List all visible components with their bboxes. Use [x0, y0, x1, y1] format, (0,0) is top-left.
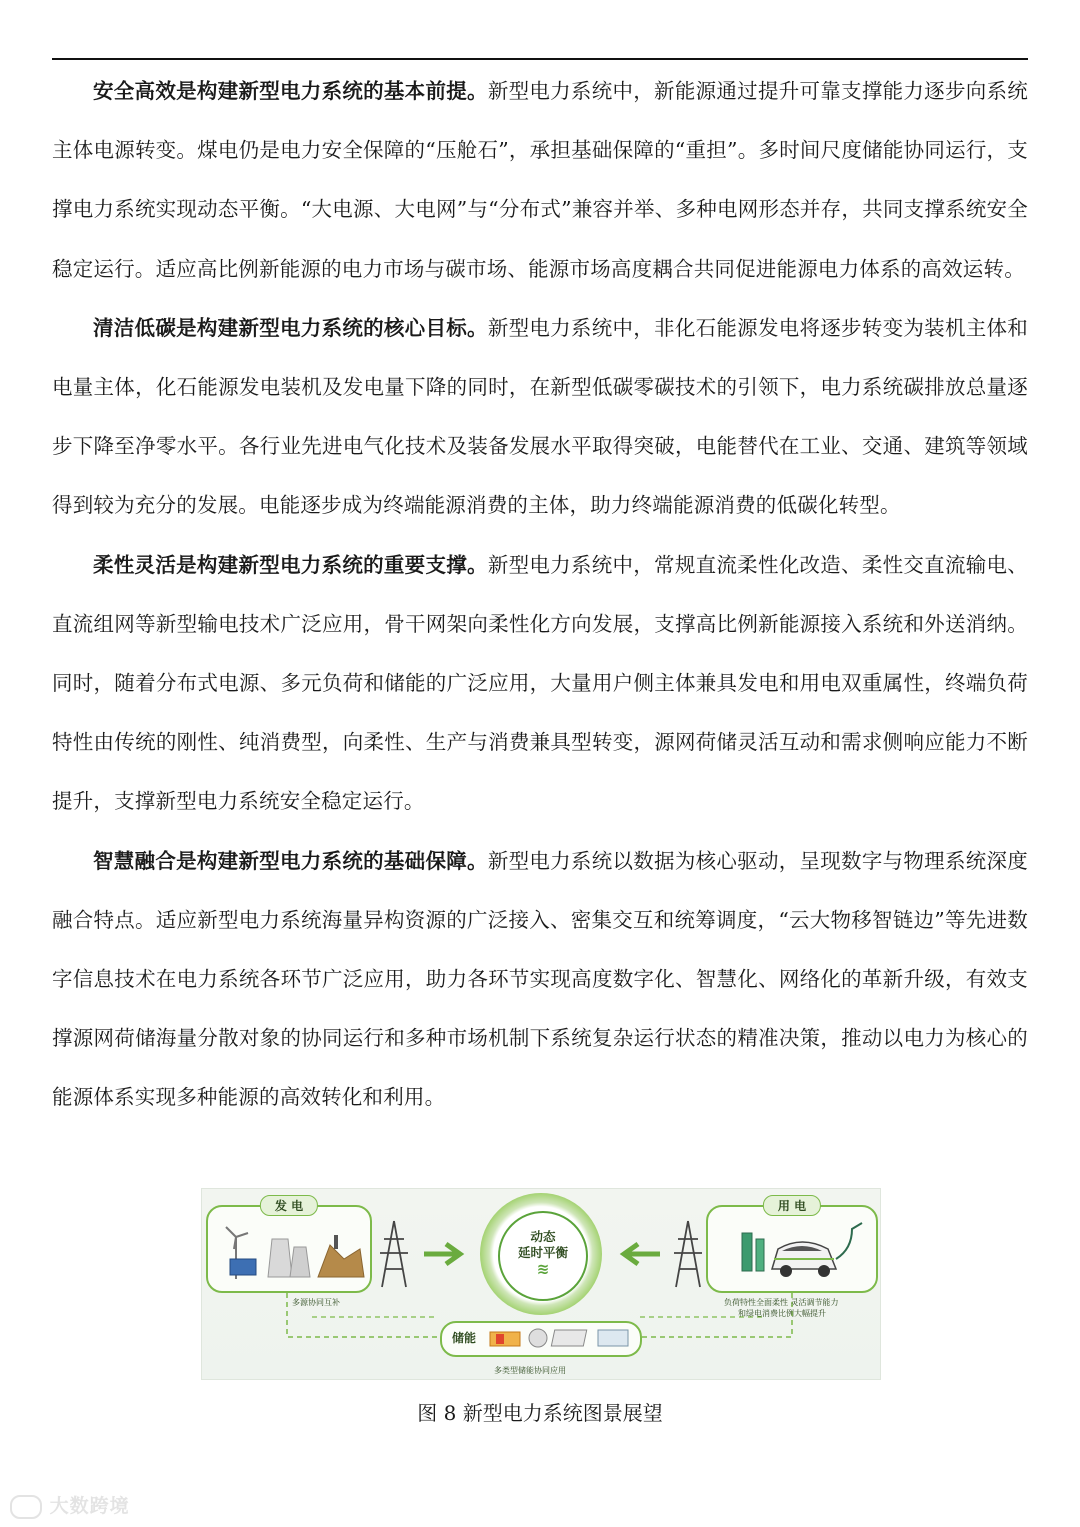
coal-plant-icon [318, 1235, 364, 1277]
tank-icon [598, 1330, 628, 1346]
ev-charging-icons [712, 1219, 872, 1289]
balance-core [498, 1211, 588, 1301]
generation-label: 发 电 [260, 1195, 318, 1216]
storage-device-icons [486, 1324, 636, 1352]
center-line-2: 延时平衡 [517, 1245, 568, 1260]
storage-label: 储能 [452, 1331, 477, 1345]
paragraph-low-carbon [52, 299, 1028, 536]
power-plant-icons [210, 1219, 370, 1289]
battery-icon [490, 1332, 520, 1346]
header-rule [52, 58, 1028, 60]
watermark-text: 大数跨境 [49, 1495, 130, 1517]
container-icon [551, 1330, 586, 1346]
electric-car-icon [772, 1242, 836, 1277]
paragraph-flexibility [52, 536, 1028, 832]
power-system-figure [201, 1188, 881, 1380]
watermark-logo-icon [10, 1495, 42, 1519]
paragraph-lead: 智慧融合是构建新型电力系统的基础保障。 [93, 848, 488, 873]
arrow-left-icon [612, 1239, 662, 1269]
generation-caption: 多源协同互补 [292, 1298, 340, 1307]
paragraph-lead: 柔性灵活是构建新型电力系统的重要支撑。 [93, 552, 488, 577]
charger-icon [742, 1233, 752, 1271]
consumption-panel [706, 1199, 878, 1293]
paragraph-lead: 清洁低碳是构建新型电力系统的核心目标。 [93, 315, 488, 340]
charging-cable-icon [836, 1223, 862, 1259]
paragraph-text: 新型电力系统中，常规直流柔性化改造、柔性交直流输电、直流组网等新型输电技术广泛应用，骨干网架向柔性化方向发展，支撑高比例新能源接入系统和外送消纳。同时，随着分布式电源、多元负荷和储能的广泛应用，大量用户侧主体兼具发电和用电双重属性，终端负荷特性由传统的刚性、纯消费型，向柔性、生产与消费兼具型转变，源网荷储灵活互动和需求侧响应能力不断提升，支撑新型电力系统安全稳定运行。 [52, 552, 1028, 814]
storage-caption: 多类型储能协同应用 [494, 1366, 566, 1375]
paragraph-text: 新型电力系统中，新能源通过提升可靠支撑能力逐步向系统主体电源转变。煤电仍是电力安全保障的“压舱石”，承担基础保障的“重担”。多时间尺度储能协同运行，支撑电力系统实现动态平衡。“大电源、大电网”与“分布式”兼容并举、多种电网形态并存，共同支撑系统安全稳定运行。适应高比例新能源的电力市场与碳市场、能源市场高度耦合共同促进能源电力体系的高效运转。 [52, 79, 1028, 281]
consumption-caption-1: 负荷特性全面柔性 灵活调节能力 [724, 1298, 839, 1307]
paragraph-lead: 安全高效是构建新型电力系统的基本前提。 [93, 79, 488, 103]
transmission-tower-right-icon [668, 1219, 708, 1289]
transmission-tower-left-icon [374, 1219, 414, 1289]
storage-panel [440, 1321, 642, 1357]
generation-panel [206, 1199, 372, 1293]
paragraph-smart [52, 832, 1028, 1128]
cooling-tower-icon [268, 1239, 310, 1277]
center-line-1: 动态 [530, 1229, 556, 1244]
consumption-caption-2: 和绿电消费比例大幅提升 [738, 1309, 826, 1318]
wave-icon: ≋ [536, 1260, 550, 1278]
article-body [52, 62, 1028, 1128]
paragraph-text: 新型电力系统中，非化石能源发电将逐步转变为装机主体和电量主体，化石能源发电装机及发电量下降的同时，在新型低碳零碳技术的引领下，电力系统碳排放总量逐步下降至净零水平。各行业先进电气化技术及装备发展水平取得突破，电能替代在工业、交通、建筑等领域得到较为充分的发展。电能逐步成为终端能源消费的主体，助力终端能源消费的低碳化转型。 [52, 315, 1028, 518]
watermark [10, 1491, 130, 1519]
paragraph-text: 新型电力系统以数据为核心驱动，呈现数字与物理系统深度融合特点。适应新型电力系统海量异构资源的广泛接入、密集交互和统筹调度，“云大物移智链边”等先进数字信息技术在电力系统各环节广泛应用，助力各环节实现高度数字化、智慧化、网络化的革新升级，有效支撑源网荷储海量分散对象的协同运行和多种市场机制下系统复杂运行状态的精准决策，推动以电力为核心的能源体系实现多种能源的高效转化和利用。 [52, 848, 1028, 1110]
arrow-right-icon [422, 1239, 472, 1269]
flywheel-icon [529, 1329, 547, 1347]
figure-caption: 图 8 新型电力系统图景展望 [417, 1401, 663, 1425]
paragraph-safety [52, 62, 1028, 299]
balance-circle [480, 1193, 602, 1315]
solar-panel-icon [230, 1259, 256, 1275]
consumption-label: 用 电 [763, 1195, 821, 1216]
